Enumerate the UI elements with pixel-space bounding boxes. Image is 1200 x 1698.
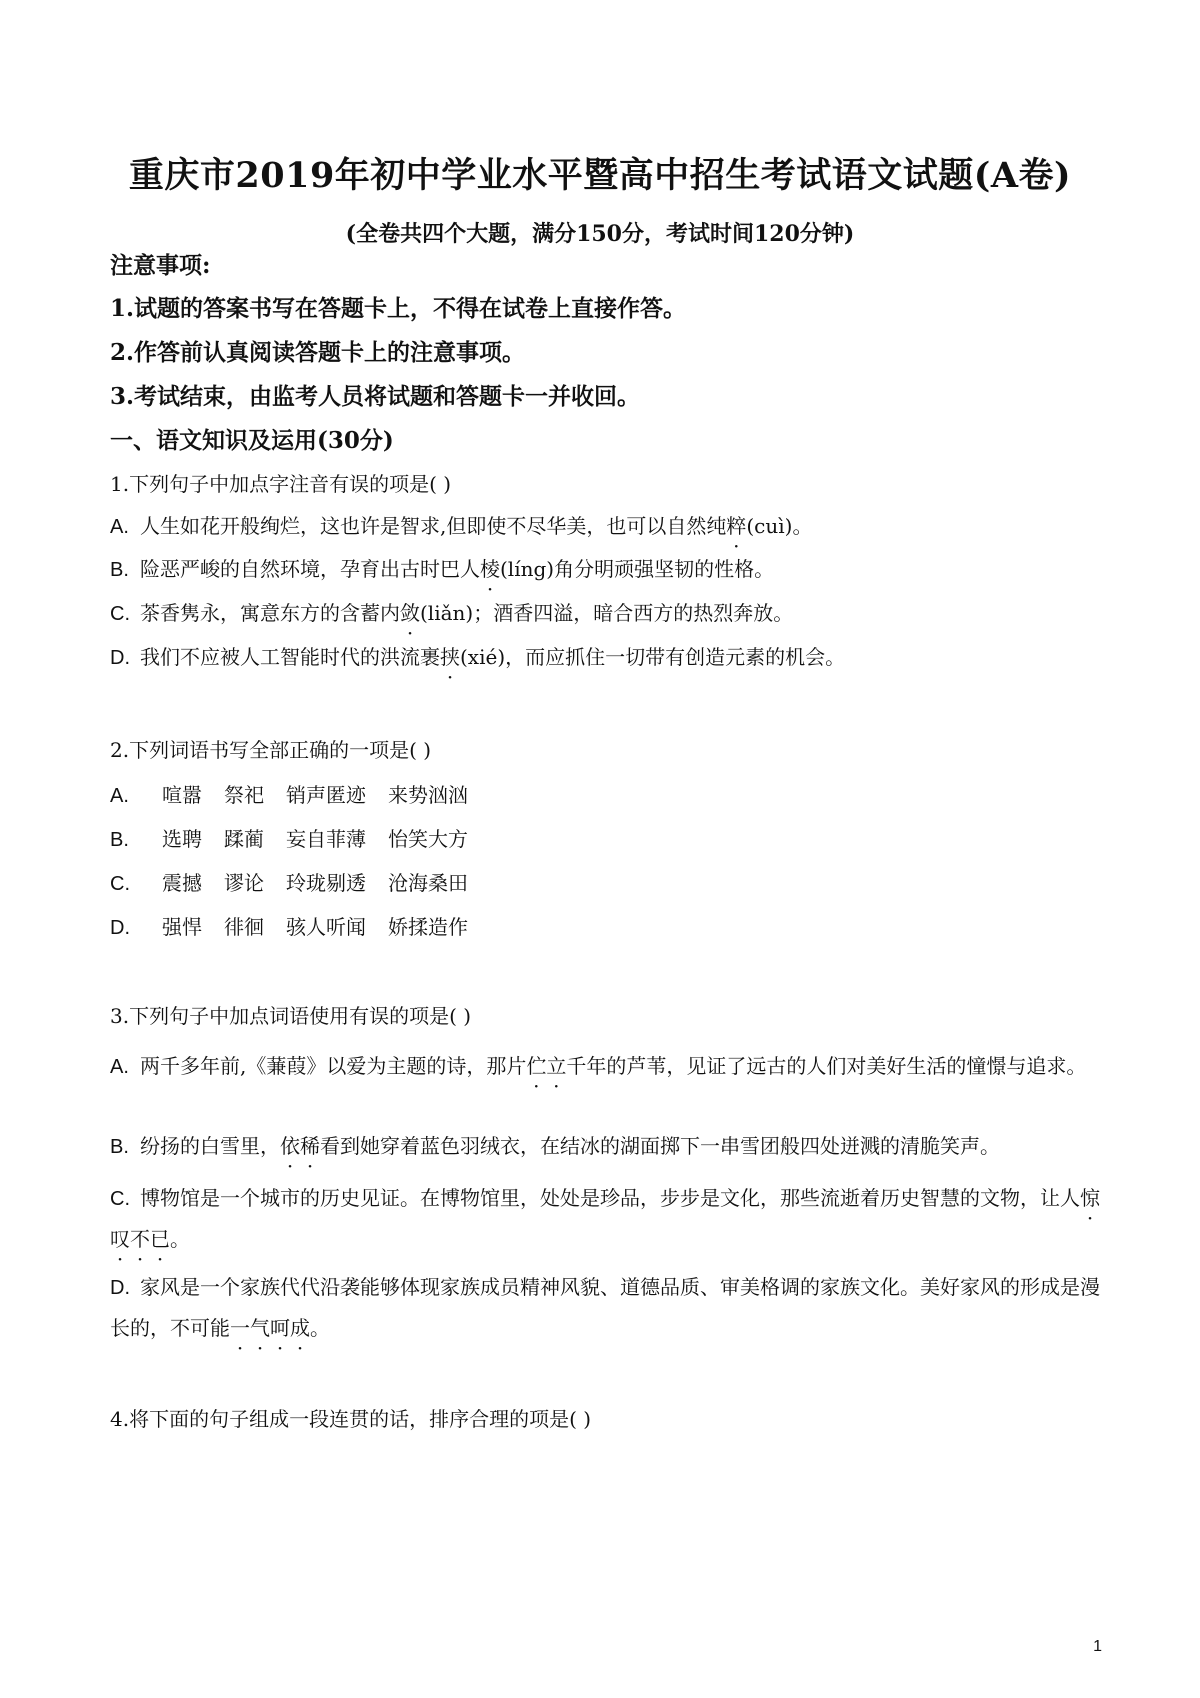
- word: 怡笑大方: [388, 827, 468, 851]
- option-label: D.: [110, 647, 130, 669]
- question-2-option-b: [110, 823, 490, 852]
- word: 沧海桑田: [388, 871, 468, 895]
- option-label: C.: [110, 603, 130, 625]
- word: 祭祀: [224, 783, 264, 807]
- option-text: 纷扬的白雪里，: [140, 1134, 280, 1158]
- word: 徘徊: [224, 915, 264, 939]
- dotted-char: 已: [150, 1227, 170, 1251]
- question-1-stem: 1.下列句子中加点字注音有误的项是( ): [110, 472, 452, 496]
- notes-heading: 注意事项:: [110, 252, 211, 279]
- question-3-option-a: [110, 1040, 1100, 1093]
- option-text: 千年的芦苇，见证了远古的人们对美好生活的憧憬与追求。: [566, 1054, 1087, 1078]
- word: 娇揉造作: [388, 915, 468, 939]
- question-2-option-c: [110, 867, 490, 896]
- section-heading: 一、语文知识及运用(30分): [110, 427, 394, 454]
- word: 喧嚣: [162, 783, 202, 807]
- word: 选聘: [162, 827, 202, 851]
- word: 骇人听闻: [286, 915, 366, 939]
- option-text: 看到她穿着蓝色羽绒衣，在结冰的湖面掷下一串雪团般四处迸溅的清脆笑声。: [320, 1134, 1000, 1158]
- option-text: (cuì)。: [746, 514, 813, 538]
- question-2-stem: 2.下列词语书写全部正确的一项是( ): [110, 738, 432, 762]
- option-label: D.: [110, 1277, 130, 1299]
- option-text: (liǎn)；酒香四溢，暗合西方的热烈奔放。: [420, 601, 794, 625]
- word: 销声匿迹: [286, 783, 366, 807]
- dotted-char: 一: [230, 1316, 250, 1340]
- option-text: 两千多年前,《蒹葭》以爱为主题的诗，那片: [140, 1054, 527, 1078]
- page-subtitle: (全卷共四个大题，满分150分，考试时间120分钟): [345, 221, 855, 247]
- dotted-char: 挟: [440, 645, 460, 669]
- question-3-option-d: [110, 1267, 1100, 1348]
- dotted-char: 呵: [270, 1316, 290, 1340]
- option-text: 我们不应被人工智能时代的洪流裹: [140, 645, 440, 669]
- word: 震撼: [162, 871, 202, 895]
- dotted-char: 稀: [300, 1134, 320, 1158]
- question-1-option-a: [110, 510, 812, 539]
- page-number: 1: [1093, 1638, 1102, 1655]
- option-text: 博物馆是一个城市的历史见证。在博物馆里，处处是珍品，步步是文化，那些流逝着历史智慧的文物，让人: [140, 1186, 1080, 1210]
- dotted-char: 气: [250, 1316, 270, 1340]
- dotted-char: 依: [280, 1134, 300, 1158]
- question-2-option-d: [110, 911, 490, 940]
- option-label: A.: [110, 1056, 129, 1078]
- question-1-option-c: [110, 597, 793, 626]
- dotted-char: 叹: [110, 1227, 130, 1251]
- word: 来势汹汹: [388, 783, 468, 807]
- option-label: A.: [110, 785, 129, 807]
- option-label: B.: [110, 829, 129, 851]
- option-label: C.: [110, 1188, 130, 1210]
- option-text: 险恶严峻的自然环境，孕育出古时巴人: [140, 557, 480, 581]
- dotted-char: 惊: [1080, 1186, 1100, 1210]
- question-1-option-d: [110, 641, 845, 670]
- word: 妄自菲薄: [286, 827, 366, 851]
- option-text: 人生如花开般绚烂，这也许是智求,但即使不尽华美，也可以自然纯: [140, 514, 727, 538]
- dotted-char: 不: [130, 1227, 150, 1251]
- notes-item: 3.考试结束，由监考人员将试题和答题卡一并收回。: [110, 383, 641, 410]
- option-text: (líng)角分明顽强坚韧的性格。: [500, 557, 775, 581]
- question-3-stem: 3.下列句子中加点词语使用有误的项是( ): [110, 1004, 472, 1028]
- dotted-char: 棱: [480, 557, 500, 581]
- word: 强悍: [162, 915, 202, 939]
- word: 玲珑剔透: [286, 871, 366, 895]
- dotted-char: 立: [546, 1054, 567, 1078]
- word: 谬论: [224, 871, 264, 895]
- option-text: (xié)，而应抓住一切带有创造元素的机会。: [460, 645, 846, 669]
- dotted-char: 伫: [526, 1054, 547, 1078]
- dotted-char: 敛: [400, 601, 420, 625]
- option-text: 。: [170, 1227, 190, 1251]
- question-3-option-b: [110, 1130, 1000, 1159]
- page-title: 重庆市2019年初中学业水平暨高中招生考试语文试题(A卷): [128, 155, 1072, 196]
- option-text: 茶香隽永，寓意东方的含蓄内: [140, 601, 400, 625]
- option-label: D.: [110, 917, 130, 939]
- option-label: C.: [110, 873, 130, 895]
- dotted-char: 粹: [726, 514, 747, 538]
- notes-item: 1.试题的答案书写在答题卡上，不得在试卷上直接作答。: [110, 295, 687, 322]
- word: 蹂蔺: [224, 827, 264, 851]
- option-label: A.: [110, 516, 129, 538]
- option-text: 家风是一个家族代代沿袭能够体现家族成员精神风貌、道德品质、审美格调的家族文化。美好家风的形成是漫长的，不可能: [110, 1275, 1100, 1340]
- notes-item: 2.作答前认真阅读答题卡上的注意事项。: [110, 339, 526, 366]
- question-3-option-c: [110, 1178, 1100, 1259]
- option-label: B.: [110, 559, 129, 581]
- question-2-option-a: [110, 779, 490, 808]
- question-1-option-b: [110, 553, 774, 582]
- dotted-char: 成: [290, 1316, 310, 1340]
- option-label: B.: [110, 1136, 129, 1158]
- option-text: 。: [310, 1316, 330, 1340]
- question-4-stem: 4.将下面的句子组成一段连贯的话，排序合理的项是( ): [110, 1407, 592, 1431]
